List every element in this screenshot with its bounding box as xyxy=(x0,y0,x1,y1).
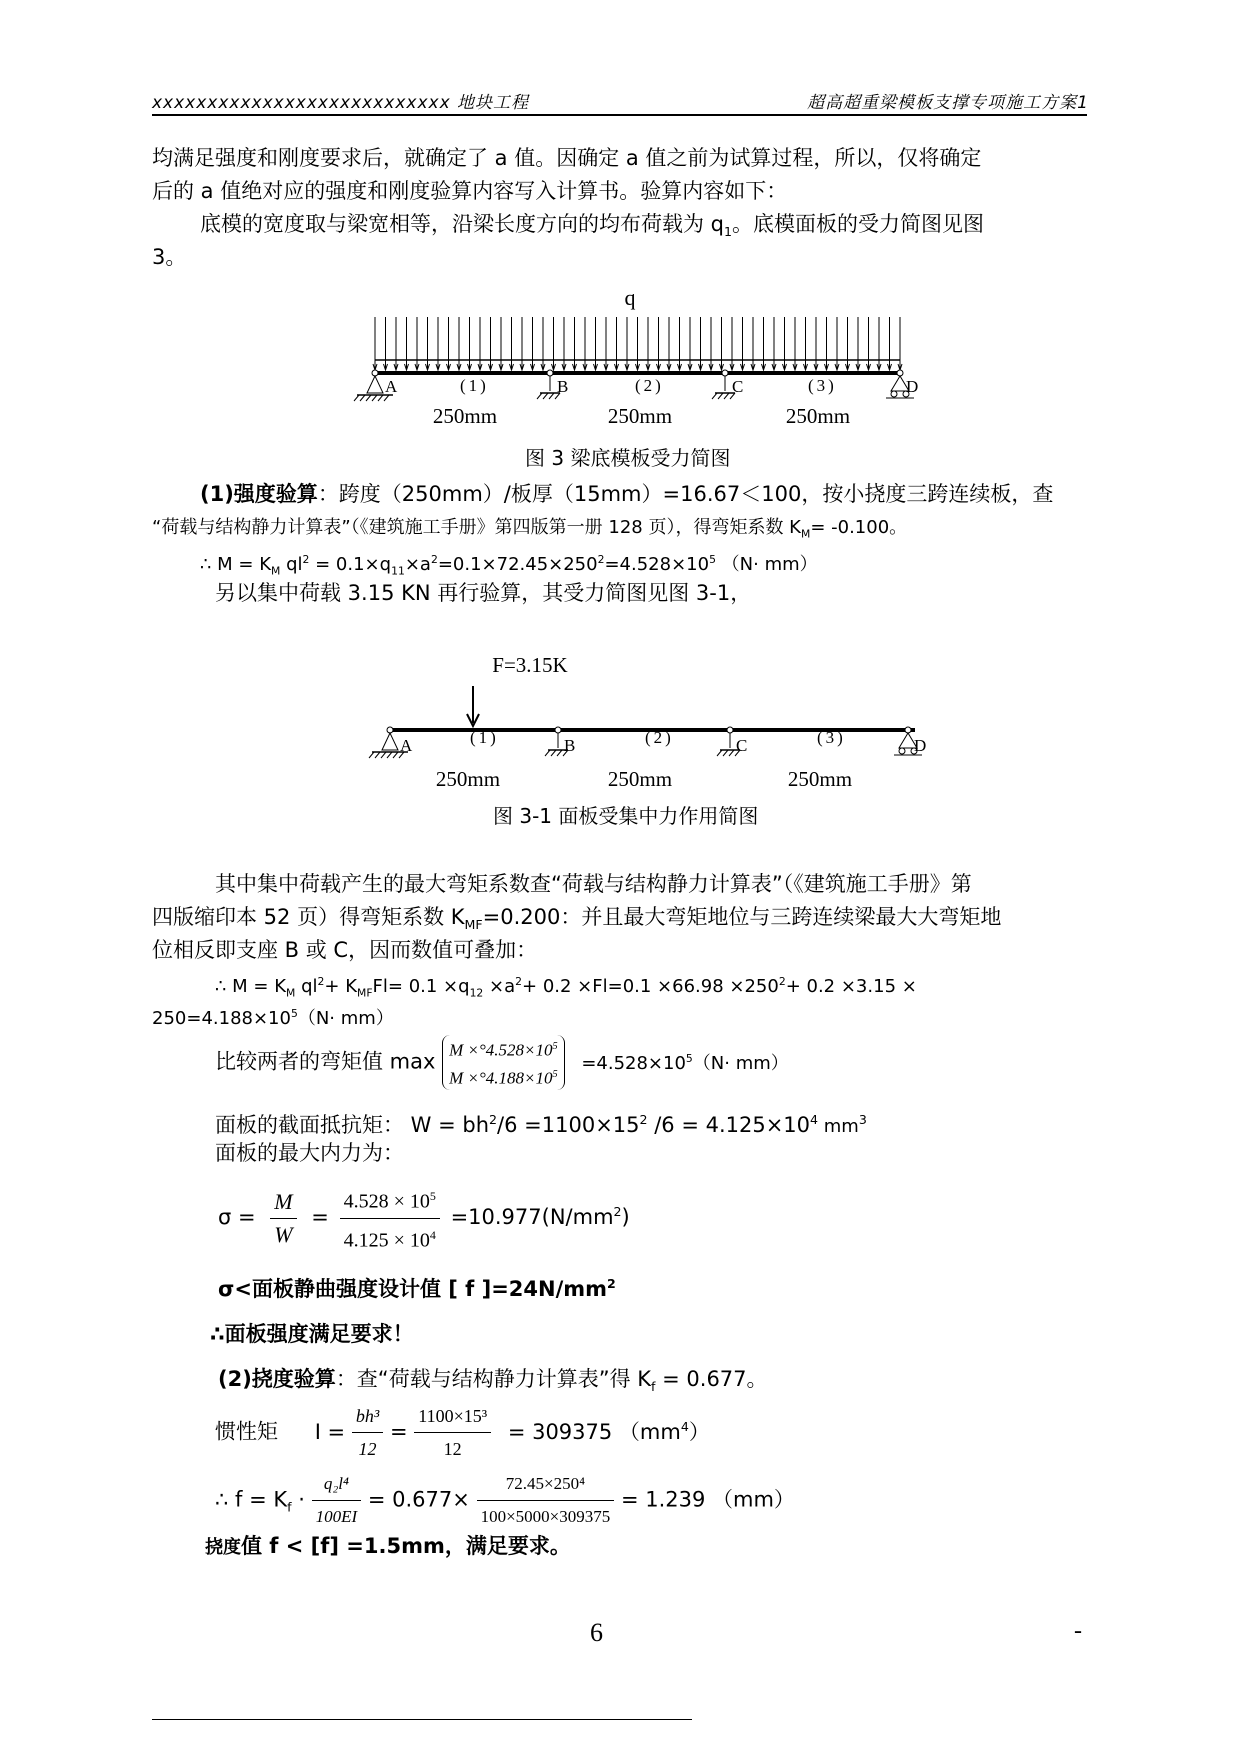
span-1-length: 250mm xyxy=(435,767,501,791)
strength-line2: “荷载与结构静力计算表”（《建筑施工手册》第四版第一册 128 页），得弯矩系数 $K_M= -0.100$。 xyxy=(152,517,908,541)
para2-line2: 四版缩印本 52 页）得弯矩系数 $K_{MF}=0.200$：并且最大弯矩地位与三跨连续梁最大大弯矩地 xyxy=(152,905,1002,933)
label-c: C xyxy=(736,736,748,755)
sigma-frac-values: $\frac{4.528 \times 10^5}{4.125 \times 10^4}$ xyxy=(340,1180,440,1256)
span-2-label: (2) xyxy=(645,728,674,747)
section-line1: 面板的截面抵抗矩： $W = bh^2/6 =1100\times 15^2$ $/6 = 4.125\times 10^4$ $mm^3$ xyxy=(215,1112,867,1137)
compare-row: 比较两者的弯矩值 max $M \times^\circ 4.528\times 10^5$ $M \times^\circ 4.188\times 10^5$ $=4.528\times 10^5(N\cdot mm)$ xyxy=(215,1035,789,1090)
deflection-frac-2: $\frac{\text{72.45×250⁴}}{100\times 5000\times 309375}$ xyxy=(477,1468,615,1533)
span-3-label: (3) xyxy=(817,728,846,747)
page-number: 6 xyxy=(590,1618,603,1647)
compare-brace: $M \times^\circ 4.528\times 10^5$ $M \times^\circ 4.188\times 10^5$ xyxy=(442,1035,565,1090)
span-1-label: (1) xyxy=(470,728,499,747)
label-a: A xyxy=(385,377,398,396)
load-label-q: q xyxy=(624,285,636,310)
para1-line3: 底模的宽度取与梁宽相等，沿梁长度方向的均布荷载为 $q_1$。底模面板的受力简图见图 xyxy=(200,212,985,240)
span-1-label: (1) xyxy=(460,376,489,395)
label-d: D xyxy=(906,377,919,396)
label-a: A xyxy=(400,736,413,755)
span-2-length: 250mm xyxy=(607,767,673,791)
page-dash: - xyxy=(1074,1618,1082,1644)
span-2-length: 250mm xyxy=(607,404,673,428)
strength-line1: (1)强度验算：跨度（250mm）/板厚（15mm）=16.67＜100，按小挠度三跨连续板，查 xyxy=(200,482,1054,506)
header-left: xxxxxxxxxxxxxxxxxxxxxxxxxxx 地块工程 xyxy=(152,93,530,113)
section-line2: 面板的最大内力为： xyxy=(215,1141,404,1165)
label-d: D xyxy=(914,736,927,755)
span-3-label: (3) xyxy=(808,376,837,395)
strength-line3: ∴ $M = K_M$ $ql^2 = 0.1\times q_{11}\times a^2=0.1\times 72.45\times 250^2=4.528\times 10^5$ （N· mm） xyxy=(200,553,818,578)
fig31-beam-diagram xyxy=(350,648,930,793)
label-b: B xyxy=(557,377,569,396)
sigma-formula: σ = $\frac{M}{W}$ = $\frac{4.528 \times 10^5}{4.125 \times 10^4}$ $=10.977(N/mm^2)$ xyxy=(218,1180,630,1256)
deflection-frac-1: $\frac{\text{q₂l⁴}}{100EI}$ xyxy=(312,1468,362,1533)
strength-title: (1)强度验算 xyxy=(200,482,318,506)
point-load-label: F=3.15K xyxy=(492,653,568,677)
deflection-line1: (2)挠度验算：查“荷载与结构静力计算表”得 $K_f = 0.677$。 xyxy=(218,1367,768,1395)
inertia-frac-1: $\frac{\text{bh³}}{12}$ xyxy=(352,1400,383,1465)
sigma-frac-mw: $\frac{M}{W}$ xyxy=(270,1186,296,1251)
fig31-caption: 图 3-1 面板受集中力作用简图 xyxy=(493,804,759,828)
fig3-beam-diagram xyxy=(350,285,930,435)
fig3-caption: 图 3 梁底模板受力简图 xyxy=(525,446,731,470)
para2-line1: 其中集中荷载产生的最大弯矩系数查“荷载与结构静力计算表”（《建筑施工手册》第 xyxy=(215,872,972,896)
span-3-length: 250mm xyxy=(787,767,853,791)
strength-check: σ<面板静曲强度设计值 [ f ]$=24N/mm^2$ xyxy=(218,1276,616,1301)
span-2-label: (2) xyxy=(635,376,664,395)
deflection-ok: 挠度值 f < [f] =1.5mm，满足要求。 xyxy=(205,1534,571,1558)
deflection-title: (2)挠度验算 xyxy=(218,1367,336,1391)
strength-line4: 另以集中荷载 3.15 KN 再行验算，其受力简图见图 3-1， xyxy=(215,581,752,605)
para2-line5: $250=4.188\times 10^5(N\cdot mm)$ xyxy=(152,1007,394,1029)
inertia-row: 惯性矩 I = $\frac{\text{bh³}}{12}$ = $\frac{\text{1100×15³}}{12}$ = 309375 $(mm^4)$ xyxy=(215,1400,710,1465)
para2-line3: 位相反即支座 B 或 C，因而数值可叠加： xyxy=(152,938,538,962)
deflection-formula: ∴ $f = K_f$ · $\frac{\text{q₂l⁴}}{100EI}$ = 0.677× $\frac{\text{72.45×250⁴}}{100\times 5000\times 309375}$ = 1.239 （mm） xyxy=(215,1468,795,1533)
label-b: B xyxy=(564,736,576,755)
footer-rule xyxy=(152,1719,692,1720)
strength-ok: ∴面板强度满足要求！ xyxy=(210,1322,414,1346)
inertia-frac-2: $\frac{\text{1100×15³}}{12}$ xyxy=(414,1400,491,1465)
header-right: 超高超重梁模板支撑专项施工方案1 xyxy=(807,93,1089,113)
span-3-length: 250mm xyxy=(785,404,851,428)
para1-line4: 3。 xyxy=(152,245,187,269)
span-1-length: 250mm xyxy=(432,404,498,428)
distributed-load-arrows xyxy=(373,317,902,370)
header-rule xyxy=(152,114,1087,116)
para2-line4: ∴ $M = K_M$ $ql^2+ K_{MF}Fl= 0.1 \times q_{12} \times a^2+ 0.2 \times Fl=0.1 \times 66.98 \times 250^2+ 0.2 \times 3.15$ × xyxy=(215,975,917,1000)
para1-line2: 后的 a 值绝对应的强度和刚度验算内容写入计算书。验算内容如下： xyxy=(152,179,788,203)
label-c: C xyxy=(732,377,744,396)
para1-line1: 均满足强度和刚度要求后，就确定了 a 值。因确定 a 值之前为试算过程，所以，仅将确定 xyxy=(152,146,982,170)
